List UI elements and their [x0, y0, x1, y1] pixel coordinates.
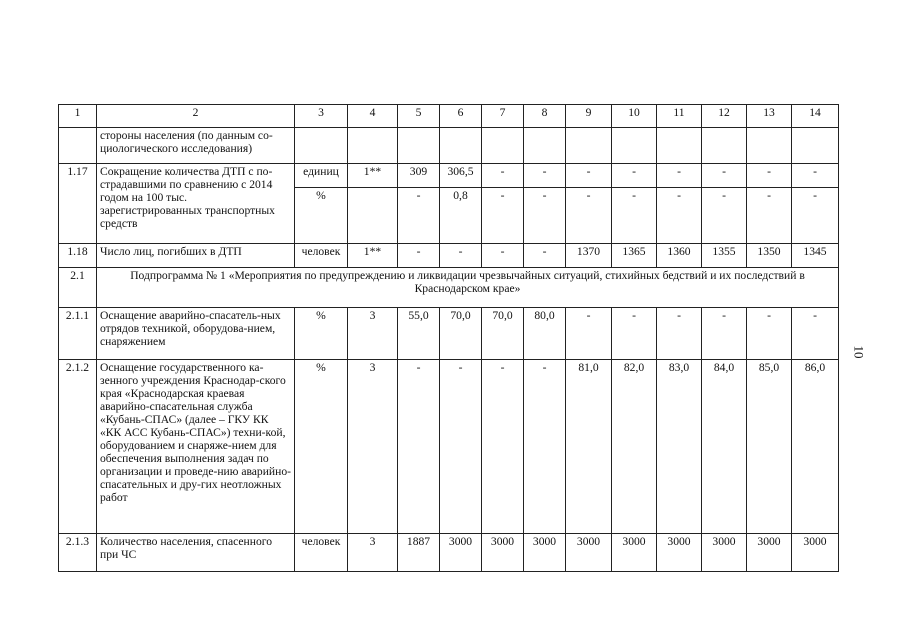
row-number: 1.17 — [59, 164, 97, 244]
value-cell: 3000 — [482, 534, 524, 572]
value-cell: - — [612, 188, 657, 244]
value-cell: 3000 — [440, 534, 482, 572]
value-cell: - — [792, 188, 839, 244]
unit-cell: % — [295, 308, 348, 360]
value-cell: - — [482, 188, 524, 244]
status-cell: 1** — [348, 244, 398, 268]
value-cell: 80,0 — [524, 308, 566, 360]
empty-cell — [524, 128, 566, 164]
value-cell: - — [524, 164, 566, 188]
value-cell: - — [612, 164, 657, 188]
value-cell: - — [440, 244, 482, 268]
value-cell: - — [702, 164, 747, 188]
table-row — [59, 128, 839, 164]
table-row — [59, 244, 839, 268]
value-cell: 3000 — [524, 534, 566, 572]
value-cell: 1887 — [398, 534, 440, 572]
value-cell: 0,8 — [440, 188, 482, 244]
empty-cell — [398, 128, 440, 164]
value-cell: 70,0 — [440, 308, 482, 360]
row-number: 2.1 — [59, 268, 97, 308]
indicator-name: Сокращение количества ДТП с по-страдавшими по сравнению с 2014 годом на 100 тыс. зарегистрированных транспортных средств — [97, 164, 295, 244]
row-number: 2.1.3 — [59, 534, 97, 572]
value-cell: 84,0 — [702, 360, 747, 534]
header-cell: 9 — [566, 105, 612, 128]
indicator-name: Оснащение аварийно-спасатель-ных отрядов техникой, оборудова-нием, снаряжением — [97, 308, 295, 360]
value-cell: - — [702, 308, 747, 360]
value-cell: 3000 — [792, 534, 839, 572]
value-cell: 3000 — [657, 534, 702, 572]
header-cell: 8 — [524, 105, 566, 128]
value-cell: 1345 — [792, 244, 839, 268]
value-cell: 3000 — [747, 534, 792, 572]
header-cell: 6 — [440, 105, 482, 128]
empty-cell — [747, 128, 792, 164]
status-cell: 3 — [348, 360, 398, 534]
indicator-name: Число лиц, погибших в ДТП — [97, 244, 295, 268]
value-cell: - — [747, 164, 792, 188]
unit-cell: % — [295, 188, 348, 244]
empty-cell — [792, 128, 839, 164]
empty-cell — [440, 128, 482, 164]
value-cell: 309 — [398, 164, 440, 188]
value-cell: - — [482, 164, 524, 188]
status-cell: 1** — [348, 164, 398, 188]
header-cell: 14 — [792, 105, 839, 128]
indicator-name: Количество населения, спасенного при ЧС — [97, 534, 295, 572]
value-cell: 1360 — [657, 244, 702, 268]
value-cell: 1355 — [702, 244, 747, 268]
row-number — [59, 128, 97, 164]
header-row — [59, 105, 839, 128]
header-cell: 3 — [295, 105, 348, 128]
value-cell: - — [747, 308, 792, 360]
value-cell: - — [398, 360, 440, 534]
empty-cell — [482, 128, 524, 164]
value-cell: 70,0 — [482, 308, 524, 360]
value-cell: - — [524, 188, 566, 244]
value-cell: 306,5 — [440, 164, 482, 188]
value-cell: - — [657, 188, 702, 244]
value-cell: - — [482, 244, 524, 268]
empty-cell — [566, 128, 612, 164]
value-cell: - — [657, 308, 702, 360]
table-row — [59, 360, 839, 534]
row-number: 2.1.1 — [59, 308, 97, 360]
value-cell: - — [566, 188, 612, 244]
header-cell: 12 — [702, 105, 747, 128]
value-cell: - — [524, 360, 566, 534]
unit-cell: % — [295, 360, 348, 534]
header-cell: 7 — [482, 105, 524, 128]
table-row — [59, 268, 839, 308]
value-cell: 3000 — [702, 534, 747, 572]
empty-cell — [612, 128, 657, 164]
header-cell: 10 — [612, 105, 657, 128]
value-cell: - — [747, 188, 792, 244]
header-cell: 1 — [59, 105, 97, 128]
header-cell: 4 — [348, 105, 398, 128]
value-cell: 1370 — [566, 244, 612, 268]
unit-cell: единиц — [295, 164, 348, 188]
indicator-name: стороны населения (по данным со-циологического исследования) — [97, 128, 295, 164]
header-cell: 5 — [398, 105, 440, 128]
value-cell: - — [482, 360, 524, 534]
value-cell: - — [524, 244, 566, 268]
empty-cell — [657, 128, 702, 164]
unit-cell: человек — [295, 244, 348, 268]
subprogram-title: Подпрограмма № 1 «Мероприятия по предупреждению и ликвидации чрезвычайных ситуаций, стихийных бедствий и их последствий в Краснодарском крае» — [97, 268, 839, 308]
indicator-name: Оснащение государственного ка-зенного учреждения Краснодар-ского края «Краснодарская краевая аварийно-спасательная служба «Кубань-СПАС» (далее – ГКУ КК «КК АСС Кубань-СПАС») техни-кой, оборудованием и снаряже-нием для обеспечения выполнения задач по организации и проведе-нию аварийно-спасательных и дру-гих неотложных работ — [97, 360, 295, 534]
empty-cell — [702, 128, 747, 164]
table-row — [59, 164, 839, 188]
value-cell: - — [398, 244, 440, 268]
table-row — [59, 308, 839, 360]
value-cell: - — [566, 164, 612, 188]
value-cell: - — [612, 308, 657, 360]
value-cell: - — [792, 308, 839, 360]
indicators-table — [58, 104, 839, 572]
value-cell: 81,0 — [566, 360, 612, 534]
empty-cell — [348, 128, 398, 164]
status-cell — [348, 188, 398, 244]
value-cell: 1365 — [612, 244, 657, 268]
page-number: 10 — [851, 345, 867, 359]
header-cell: 11 — [657, 105, 702, 128]
value-cell: - — [566, 308, 612, 360]
unit-cell: человек — [295, 534, 348, 572]
value-cell: 83,0 — [657, 360, 702, 534]
table-row — [59, 534, 839, 572]
value-cell: - — [440, 360, 482, 534]
value-cell: 3000 — [612, 534, 657, 572]
value-cell: 1350 — [747, 244, 792, 268]
value-cell: 85,0 — [747, 360, 792, 534]
value-cell: 82,0 — [612, 360, 657, 534]
status-cell: 3 — [348, 308, 398, 360]
value-cell: - — [702, 188, 747, 244]
value-cell: 55,0 — [398, 308, 440, 360]
value-cell: - — [792, 164, 839, 188]
row-number: 2.1.2 — [59, 360, 97, 534]
value-cell: 86,0 — [792, 360, 839, 534]
status-cell: 3 — [348, 534, 398, 572]
value-cell: - — [657, 164, 702, 188]
value-cell: 3000 — [566, 534, 612, 572]
header-cell: 13 — [747, 105, 792, 128]
empty-cell — [295, 128, 348, 164]
value-cell: - — [398, 188, 440, 244]
header-cell: 2 — [97, 105, 295, 128]
row-number: 1.18 — [59, 244, 97, 268]
